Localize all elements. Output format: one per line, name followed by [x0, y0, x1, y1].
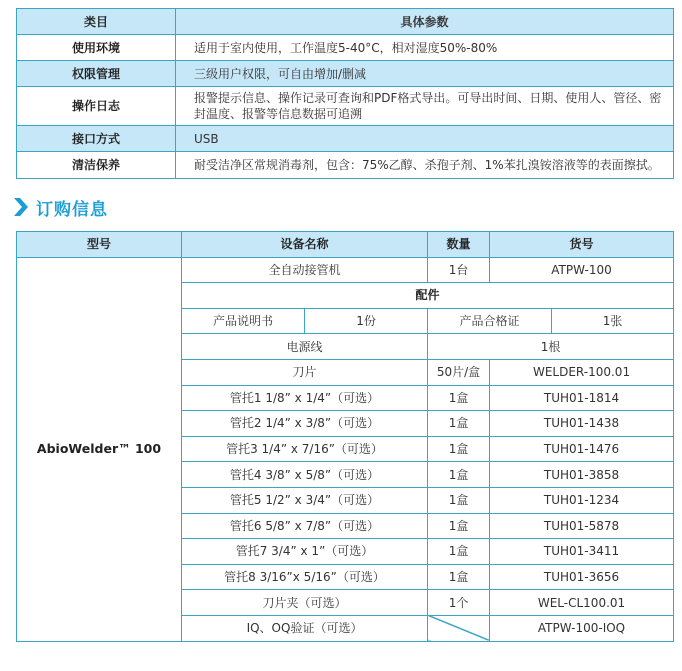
spec-value: 耐受洁净区常规消毒剂，包含：75%乙醇、杀孢子剂、1%苯扎溴铵溶液等的表面擦拭。: [176, 152, 674, 179]
item-name: 管托1 1/8” x 1/4”（可选）: [182, 385, 428, 411]
item-name: 管托8 3/16”x 5/16”（可选）: [182, 564, 428, 590]
empty-qty-diagonal: [428, 615, 490, 641]
spec-value: 报警提示信息、操作记录可查询和PDF格式导出。可导出时间、日期、使用人、管径、密封温度、报警等信息数据可追溯: [176, 87, 674, 126]
spec-row: [17, 126, 674, 152]
spec-row: [17, 87, 674, 126]
item-sku: TUH01-5878: [490, 513, 674, 539]
item-sku: TUH01-1438: [490, 411, 674, 437]
spec-header-category: 类目: [17, 9, 176, 35]
item-sku: TUH01-3411: [490, 539, 674, 565]
chevron-right-icon: [14, 198, 28, 216]
header-sku: 货号: [490, 232, 674, 258]
item-qty: 50片/盒: [428, 359, 490, 385]
item-name: 管托6 5/8” x 7/8”（可选）: [182, 513, 428, 539]
certificate-name: 产品合格证: [428, 308, 552, 334]
item-sku: TUH01-1234: [490, 487, 674, 513]
header-quantity: 数量: [428, 232, 490, 258]
item-sku: ATPW-100: [490, 257, 674, 283]
item-sku: TUH01-1476: [490, 436, 674, 462]
spec-value: 适用于室内使用，工作温度5-40°C，相对湿度50%-80%: [176, 35, 674, 61]
spec-row: [17, 61, 674, 87]
item-name: 管托7 3/4” x 1”（可选）: [182, 539, 428, 565]
spec-category: 使用环境: [17, 35, 176, 61]
model-name: AbioWelder™ 100: [17, 257, 182, 641]
section-title: 订购信息: [36, 199, 108, 220]
spec-category: 清洁保养: [17, 152, 176, 179]
item-name: 管托5 1/2” x 3/4”（可选）: [182, 487, 428, 513]
spec-value: 三级用户权限，可自由增加/删减: [176, 61, 674, 87]
item-qty: 1盒: [428, 436, 490, 462]
item-name: 管托4 3/8” x 5/8”（可选）: [182, 462, 428, 488]
power-cord-name: 电源线: [182, 334, 428, 360]
item-qty: 1个: [428, 590, 490, 616]
order-table: [16, 231, 674, 642]
item-name: 管托2 1/4” x 3/8”（可选）: [182, 411, 428, 437]
order-section-heading: [14, 195, 108, 219]
spec-category: 权限管理: [17, 61, 176, 87]
item-sku: WEL-CL100.01: [490, 590, 674, 616]
item-qty: 1盒: [428, 513, 490, 539]
spec-header-row: [17, 9, 674, 35]
accessories-label: 配件: [182, 283, 674, 309]
item-sku: TUH01-3656: [490, 564, 674, 590]
item-qty: 1盒: [428, 539, 490, 565]
spec-table: [16, 8, 674, 179]
spec-header-value: 具体参数: [176, 9, 674, 35]
spec-row: [17, 152, 674, 179]
item-qty: 1台: [428, 257, 490, 283]
item-sku: TUH01-3858: [490, 462, 674, 488]
certificate-qty: 1张: [552, 308, 674, 334]
item-name: 刀片夹（可选）: [182, 590, 428, 616]
item-sku: ATPW-100-IOQ: [490, 615, 674, 641]
manual-qty: 1份: [305, 308, 428, 334]
item-qty: 1盒: [428, 564, 490, 590]
item-name: 全自动接管机: [182, 257, 428, 283]
item-sku: TUH01-1814: [490, 385, 674, 411]
power-cord-qty: 1根: [428, 334, 674, 360]
header-device-name: 设备名称: [182, 232, 428, 258]
header-model: 型号: [17, 232, 182, 258]
spec-category: 接口方式: [17, 126, 176, 152]
order-header-row: [17, 232, 674, 258]
spec-row: [17, 35, 674, 61]
item-name: 刀片: [182, 359, 428, 385]
spec-category: 操作日志: [17, 87, 176, 126]
table-row: [17, 257, 674, 283]
item-qty: 1盒: [428, 462, 490, 488]
item-qty: 1盒: [428, 385, 490, 411]
spec-value: USB: [176, 126, 674, 152]
item-name: IQ、OQ验证（可选）: [182, 615, 428, 641]
manual-name: 产品说明书: [182, 308, 305, 334]
item-qty: 1盒: [428, 487, 490, 513]
item-sku: WELDER-100.01: [490, 359, 674, 385]
item-name: 管托3 1/4” x 7/16”（可选）: [182, 436, 428, 462]
item-qty: 1盒: [428, 411, 490, 437]
